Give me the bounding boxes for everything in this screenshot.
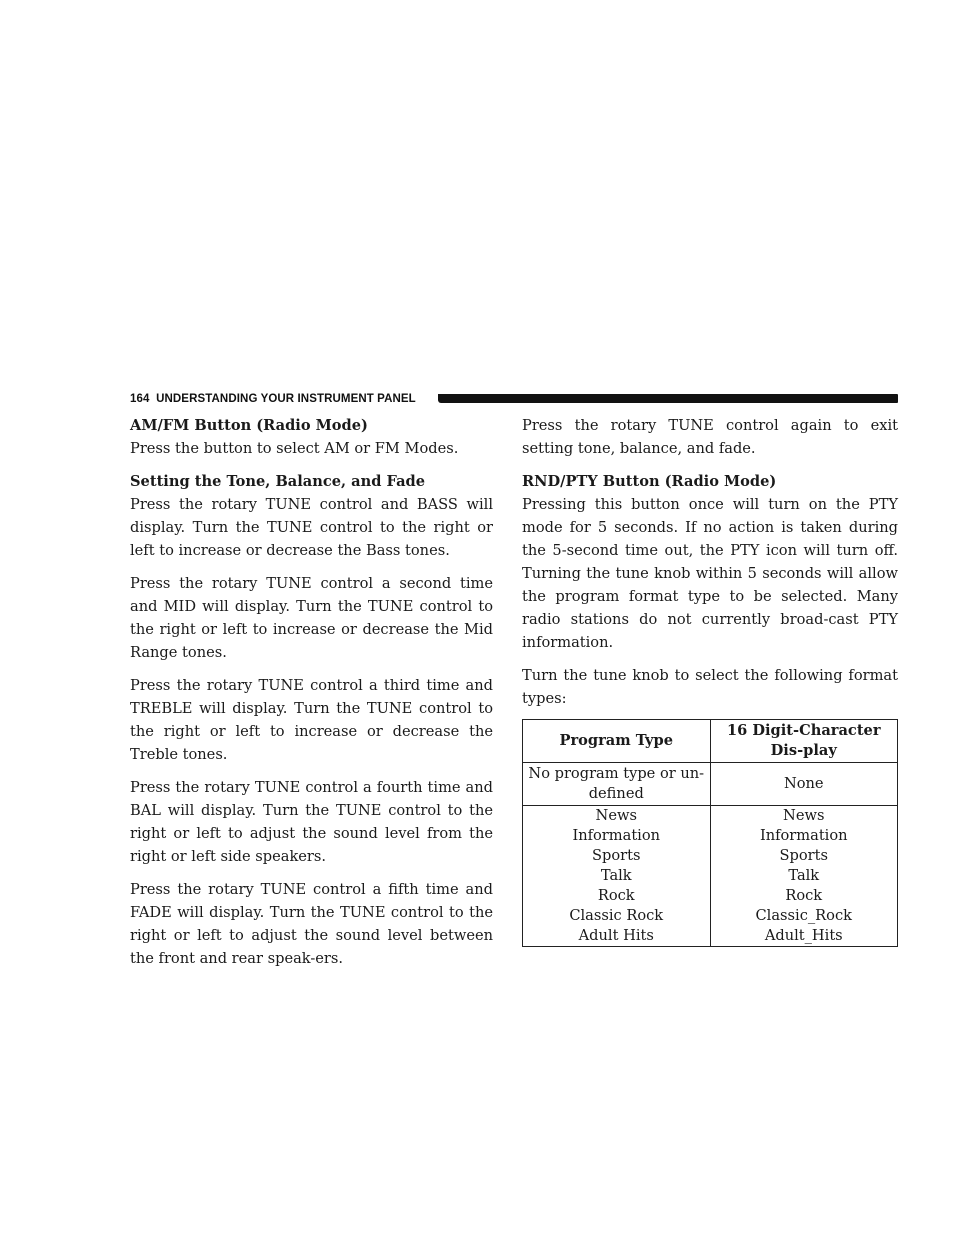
- table-header-program-type: Program Type: [523, 720, 711, 763]
- table-row: [523, 806, 898, 827]
- rnd-pty-heading: RND/PTY Button (Radio Mode): [522, 473, 777, 490]
- table-cell: Rock: [710, 886, 898, 906]
- table-cell: Information: [710, 826, 898, 846]
- tone-heading: Setting the Tone, Balance, and Fade: [130, 473, 426, 490]
- tone-fade-paragraph: Press the rotary TUNE control a fifth time and FADE will display. Turn the TUNE control to the right or left to adjust the sound level between the front and rear speak-ers.: [130, 881, 493, 967]
- right-column: [522, 414, 898, 947]
- program-type-table: [522, 719, 898, 947]
- left-column: [130, 414, 493, 980]
- table-row: [523, 846, 898, 866]
- tone-bass-paragraph: Press the rotary TUNE control and BASS will display. Turn the TUNE control to the right or left to increase or decrease the Bass tones.: [130, 496, 493, 559]
- section-title: UNDERSTANDING YOUR INSTRUMENT PANEL: [156, 393, 416, 405]
- table-cell: News: [523, 806, 711, 827]
- table-header-display: 16 Digit-Character Dis-play: [710, 720, 898, 763]
- table-cell: Talk: [710, 866, 898, 886]
- format-types-intro: Turn the tune knob to select the following format types:: [522, 667, 898, 707]
- table-row: [523, 763, 898, 806]
- table-row: [523, 826, 898, 846]
- table-header-row: [523, 720, 898, 763]
- page-header: [130, 391, 898, 409]
- table-cell: Sports: [710, 846, 898, 866]
- exit-tone-paragraph: Press the rotary TUNE control again to exit setting tone, balance, and fade.: [522, 417, 898, 457]
- tone-balance-paragraph: Press the rotary TUNE control a fourth time and BAL will display. Turn the TUNE control to the right or left to adjust the sound level from the right or left side speakers.: [130, 779, 493, 865]
- table-cell: Adult Hits: [523, 926, 711, 947]
- header-rule: [438, 394, 898, 403]
- table-cell: Classic_Rock: [710, 906, 898, 926]
- am-fm-body: Press the button to select AM or FM Modes.: [130, 440, 459, 457]
- table-cell: Information: [523, 826, 711, 846]
- am-fm-heading: AM/FM Button (Radio Mode): [130, 417, 368, 434]
- table-row: [523, 906, 898, 926]
- tone-treble-paragraph: Press the rotary TUNE control a third time and TREBLE will display. Turn the TUNE control to the right or left to increase or decrease the Treble tones.: [130, 677, 493, 763]
- tone-mid-paragraph: Press the rotary TUNE control a second time and MID will display. Turn the TUNE control to the right or left to increase or decrease the Mid Range tones.: [130, 575, 493, 661]
- table-cell: Sports: [523, 846, 711, 866]
- table-cell: No program type or un-defined: [523, 763, 711, 806]
- page-number: 164: [130, 393, 150, 405]
- table-cell: Adult_Hits: [710, 926, 898, 947]
- page-header-text: [130, 391, 416, 407]
- table-cell: News: [710, 806, 898, 827]
- table-cell: None: [710, 763, 898, 806]
- table-cell: Rock: [523, 886, 711, 906]
- table-cell: Talk: [523, 866, 711, 886]
- table-cell: Classic Rock: [523, 906, 711, 926]
- table-row: [523, 866, 898, 886]
- table-row: [523, 926, 898, 947]
- table-row: [523, 886, 898, 906]
- rnd-pty-body: Pressing this button once will turn on the PTY mode for 5 seconds. If no action is taken during the 5-second time out, the PTY icon will turn off. Turning the tune knob within 5 seconds will allow the program format type to be selected. Many radio stations do not currently broad-cast PTY information.: [522, 496, 898, 651]
